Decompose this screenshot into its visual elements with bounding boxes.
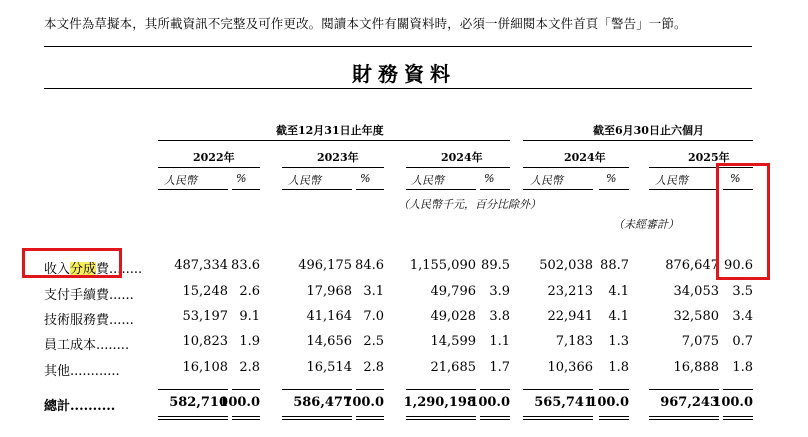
amount-cell: 496,175 <box>298 258 352 273</box>
percentage-cell: 3.5 <box>732 284 753 299</box>
table-row <box>0 284 808 306</box>
row-label <box>44 309 134 328</box>
amount-cell: 23,213 <box>547 284 593 299</box>
percentage-cell: 3.4 <box>732 309 753 324</box>
currency-header-2022: 人民幣 <box>164 174 197 187</box>
row-leader-dots: ........ <box>109 262 143 277</box>
percentage-cell: 9.1 <box>239 309 260 324</box>
year-rule-2024-h1 <box>523 167 629 168</box>
amount-cell: 49,796 <box>430 284 476 299</box>
percentage-cell: 2.8 <box>363 360 384 375</box>
sub-rule <box>599 189 629 190</box>
total-top-rule <box>480 389 510 390</box>
group-header-six-months: 截至6月30日止六個月 <box>593 124 704 137</box>
total-top-rule <box>406 389 476 390</box>
currency-header-2024-h1: 人民幣 <box>530 174 563 187</box>
percentage-cell: 88.7 <box>600 258 629 273</box>
year-header-2025-h1: 2025年 <box>688 151 730 164</box>
pct-header-2024-h1: % <box>606 172 617 185</box>
section-title: 財務資料 <box>352 62 456 86</box>
double-rule-line <box>282 419 352 420</box>
sub-rule <box>480 189 510 190</box>
double-rule-line <box>523 419 593 420</box>
row-leader-dots: ............ <box>70 364 120 379</box>
year-header-2023: 2023年 <box>317 151 359 164</box>
currency-header-2025-h1: 人民幣 <box>655 174 688 187</box>
double-rule-line <box>232 416 260 417</box>
row-label-text: 總計 <box>44 399 71 414</box>
row-label-text: 其他 <box>44 364 71 379</box>
percentage-cell: 90.6 <box>724 258 753 273</box>
amount-cell: 10,366 <box>547 360 593 375</box>
amount-cell: 22,941 <box>547 309 593 324</box>
amount-cell: 502,038 <box>539 258 593 273</box>
amount-cell: 7,075 <box>681 334 719 349</box>
year-header-2024-h1: 2024年 <box>564 151 606 164</box>
group-rule-fiscal-year <box>158 140 510 141</box>
amount-cell: 16,888 <box>673 360 719 375</box>
total-row <box>0 395 808 417</box>
total-top-rule <box>599 389 629 390</box>
title-rule <box>44 88 752 89</box>
amount-cell: 14,656 <box>306 334 352 349</box>
percentage-highlight-box <box>716 163 770 280</box>
amount-cell: 16,108 <box>182 360 228 375</box>
total-label <box>44 395 115 414</box>
percentage-cell: 3.9 <box>489 284 510 299</box>
row-leader-dots: .......... <box>70 399 116 414</box>
double-rule-line <box>232 419 260 420</box>
amount-cell: 41,164 <box>306 309 352 324</box>
year-rule-2023 <box>282 167 384 168</box>
double-rule-line <box>158 419 228 420</box>
double-rule-line <box>356 419 384 420</box>
sub-rule <box>523 189 593 190</box>
double-rule-line <box>723 419 753 420</box>
percentage-cell: 100.0 <box>469 395 510 410</box>
sub-rule <box>649 189 719 190</box>
row-label-text: 支付手續費 <box>44 288 110 303</box>
percentage-cell: 3.8 <box>489 309 510 324</box>
percentage-cell: 3.1 <box>363 284 384 299</box>
table-row <box>0 309 808 331</box>
percentage-cell: 1.3 <box>608 334 629 349</box>
group-header-fiscal-year: 截至12月31日止年度 <box>276 124 384 137</box>
amount-cell: 1,155,090 <box>409 258 476 273</box>
percentage-cell: 4.1 <box>608 309 629 324</box>
percentage-cell: 0.7 <box>732 334 753 349</box>
double-rule-line <box>356 416 384 417</box>
double-rule-line <box>599 416 629 417</box>
total-top-rule <box>649 389 719 390</box>
year-rule-2022 <box>158 167 260 168</box>
percentage-cell: 100.0 <box>588 395 629 410</box>
double-rule-line <box>649 416 719 417</box>
amount-cell: 53,197 <box>182 309 228 324</box>
row-label <box>44 360 120 379</box>
table-row <box>0 360 808 382</box>
amount-cell: 1,290,198 <box>403 395 476 410</box>
percentage-cell: 100.0 <box>343 395 384 410</box>
double-rule-line <box>480 416 510 417</box>
unaudited-note: （未經審計） <box>613 218 679 231</box>
double-rule-line <box>523 416 593 417</box>
currency-header-2024: 人民幣 <box>411 174 444 187</box>
total-top-rule <box>723 389 753 390</box>
double-rule-line <box>480 419 510 420</box>
row-leader-dots: ...... <box>109 288 134 303</box>
amount-cell: 21,685 <box>430 360 476 375</box>
double-rule-line <box>406 419 476 420</box>
amount-cell: 17,968 <box>306 284 352 299</box>
total-top-rule <box>523 389 593 390</box>
total-top-rule <box>232 389 260 390</box>
currency-header-2023: 人民幣 <box>288 174 321 187</box>
sub-rule <box>158 189 228 190</box>
year-header-2024: 2024年 <box>441 151 483 164</box>
row-label <box>44 284 134 303</box>
row-leader-dots: ...... <box>109 313 134 328</box>
table-row <box>0 334 808 356</box>
sub-rule <box>356 189 384 190</box>
pct-header-2025-h1: % <box>730 172 741 185</box>
percentage-cell: 7.0 <box>363 309 384 324</box>
amount-cell: 16,514 <box>306 360 352 375</box>
row-label-text: 技術服務費 <box>44 313 110 328</box>
row-label-prefix: 收入 <box>44 262 71 277</box>
amount-cell: 49,028 <box>430 309 476 324</box>
top-rule <box>44 46 752 47</box>
percentage-cell: 1.9 <box>239 334 260 349</box>
percentage-cell: 1.7 <box>489 360 510 375</box>
year-rule-2024 <box>406 167 510 168</box>
total-top-rule <box>158 389 228 390</box>
sub-rule <box>232 189 260 190</box>
units-note: （人民幣千元，百分比除外） <box>398 198 541 211</box>
double-rule-line <box>599 419 629 420</box>
sub-rule <box>406 189 476 190</box>
year-header-2022: 2022年 <box>193 151 235 164</box>
group-rule-six-months <box>523 140 753 141</box>
amount-cell: 34,053 <box>673 284 719 299</box>
row-label <box>44 334 129 353</box>
amount-cell: 15,248 <box>182 284 228 299</box>
label-highlight-box <box>22 248 122 278</box>
double-rule-line <box>406 416 476 417</box>
amount-cell: 10,823 <box>182 334 228 349</box>
percentage-cell: 1.8 <box>732 360 753 375</box>
amount-cell: 487,334 <box>174 258 228 273</box>
double-rule-line <box>282 416 352 417</box>
row-label-suffix: 費 <box>96 262 110 277</box>
total-top-rule <box>282 389 352 390</box>
pct-header-2022: % <box>236 172 247 185</box>
total-top-rule <box>356 389 384 390</box>
amount-cell: 586,477 <box>293 395 352 410</box>
amount-cell: 7,183 <box>555 334 593 349</box>
percentage-cell: 89.5 <box>481 258 510 273</box>
percentage-cell: 2.5 <box>363 334 384 349</box>
amount-cell: 582,710 <box>169 395 228 410</box>
amount-cell: 967,243 <box>660 395 719 410</box>
percentage-cell: 100.0 <box>712 395 753 410</box>
percentage-cell: 1.1 <box>489 334 510 349</box>
double-rule-line <box>158 416 228 417</box>
row-label-text: 員工成本 <box>44 338 97 353</box>
amount-cell: 876,647 <box>665 258 719 273</box>
pct-header-2023: % <box>360 172 371 185</box>
row-leader-dots: ........ <box>96 338 130 353</box>
double-rule-line <box>723 416 753 417</box>
percentage-cell: 84.6 <box>355 258 384 273</box>
percentage-cell: 83.6 <box>231 258 260 273</box>
sub-rule <box>282 189 352 190</box>
percentage-cell: 2.8 <box>239 360 260 375</box>
pct-header-2024: % <box>484 172 495 185</box>
percentage-cell: 2.6 <box>239 284 260 299</box>
draft-notice: 本文件為草擬本，其所載資訊不完整及可作更改。閱讀本文件有關資料時，必須一併細閱本文件首頁「警告」一節。 <box>44 16 687 31</box>
percentage-cell: 1.8 <box>608 360 629 375</box>
row-label-highlighted-text: 分成 <box>70 262 97 277</box>
percentage-cell: 4.1 <box>608 284 629 299</box>
amount-cell: 32,580 <box>673 309 719 324</box>
amount-cell: 565,741 <box>534 395 593 410</box>
double-rule-line <box>649 419 719 420</box>
percentage-cell: 100.0 <box>219 395 260 410</box>
amount-cell: 14,599 <box>430 334 476 349</box>
